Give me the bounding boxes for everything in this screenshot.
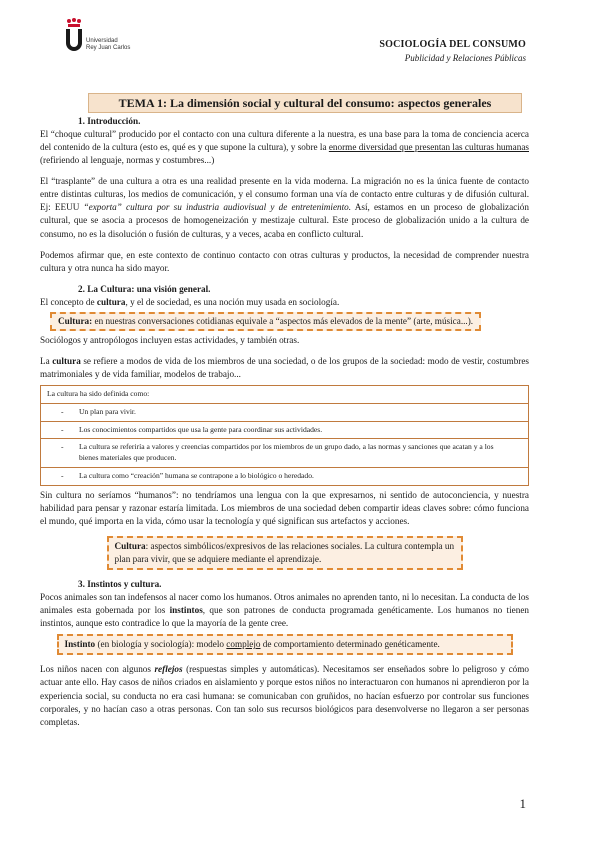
section-heading-introduccion: 1. Introducción. [78, 116, 141, 126]
table-item: La cultura como “creación” humana se contrapone a lo biológico o heredado. [79, 470, 314, 480]
paragraph: Sociólogos y antropólogos incluyen estas actividades, y también otras. [40, 334, 300, 345]
logo-text: Universidad Rey Juan Carlos [86, 38, 131, 51]
crown-icon [66, 18, 82, 28]
table-row: - La cultura se referiría a valores y creencias compartidos por los miembros de un grupo dado, a las normas y sanciones que acatan y a los bienes materiales que producen. [41, 439, 529, 468]
table-item: Los conocimientos compartidos que usa la gente para coordinar sus actividades. [79, 424, 323, 434]
section-heading-cultura: 2. La Cultura: una visión general. [78, 283, 211, 294]
underlined-text: enorme diversidad que presentan las culturas humanas [328, 142, 529, 153]
paragraph: Pocos animales son tan indefensos al nacer como los humanos. Otros animales no aprenden tanto, ni lo necesitan. La conducta de los animales esta gobernada por los instintos, que son patrones de conducta programada genéticamente. Los humanos no tienen instintos, aunque esto contradice lo que la mayoría de la gente cree. [40, 592, 529, 629]
table-row: - Los conocimientos compartidos que usa la gente para coordinar sus actividades. [41, 421, 529, 439]
paragraph: La cultura se refiere a modos de vida de los miembros de una sociedad, o de los grupos de la sociedad: modo de vestir, costumbres matrimoniales y de vida familiar, modelos de trabajo... [40, 355, 530, 379]
table-row: - Un plan para vivir. [41, 403, 529, 421]
paragraph: Podemos afirmar que, en este contexto de continuo contacto con otras culturas y productos, la necesidad de comprender nuestra cultura y otra nunca ha sido mayor. [40, 249, 529, 273]
definitions-table [40, 385, 529, 486]
section-heading-instintos: 3. Instintos y cultura. [78, 579, 162, 590]
definition-box-cultura: Cultura: en nuestras conversaciones cotidianas equivale a “aspectos más elevados de la mente” (arte, música...). [50, 312, 481, 331]
paragraph: El “choque cultural” producido por el contacto con una cultura diferente a la nuestra, es una base para la toma de conciencia acerca del contenido de la cultura (esto es, qué es y que supone la cultura), y sobre la enorme diversidad que presentan las culturas humanas (refiriendo al lenguaje, normas y costumbres...) [40, 129, 529, 166]
definition-box-instinto: Instinto (en biología y sociología): modelo complejo de comportamiento determinado genéticamente. [57, 634, 513, 655]
paragraph: El “trasplante” de una cultura a otra es una realidad presente en la vida moderna. La migración no es la única fuente de contacto entre distintas culturas, los medios de comunicación, y el consumo forman una vía de contacto entre culturas y de difusión cultural. Ej: EEUU “exporta” cultura por su industria audiovisual y de entretenimiento. Así, estamos en un proceso de globalización cultural, que se asocia a procesos de homogeneización y mestizaje cultural. Este proceso de globalización unido a la cultura de consumo, no es la disolución o fusión de culturas, y a veces, acaba en conflicto cultural. [40, 176, 529, 239]
document-body [40, 115, 529, 729]
definition-box-cultura-2: Cultura: aspectos simbólicos/expresivos de las relaciones sociales. La cultura contempla un plan para vivir, que se adquiere mediante el aprendizaje. [107, 536, 463, 570]
table-row: - La cultura como “creación” humana se contrapone a lo biológico o heredado. [41, 467, 529, 485]
paragraph: Los niños nacen con algunos reflejos (respuestas simples y automáticas). Necesitamos ser enseñados sobre lo peligroso y cómo actuar ante ello. Hay casos de niños criados en aislamiento y porque estos niños no interactuaron con humanos ni aprendieron por la experiencia social, su conducta no era casi humana: se comunicaban con gruñidos, no hacían esfuerzo por controlar sus funciones corporales, y no hacían caso a otras personas. Con tan solo sus recursos biológicos para desenvolverse no llegaron a ser personas completas. [40, 664, 529, 727]
italic-text: “exporta” cultura por su industria audiovisual y de entretenimiento. [83, 202, 352, 213]
course-subtitle: Publicidad y Relaciones Públicas [404, 53, 526, 63]
page-number: 1 [519, 796, 526, 811]
table-row [41, 386, 529, 404]
logo-u-shape [66, 29, 82, 51]
university-logo [66, 18, 146, 62]
table-item: Un plan para vivir. [79, 406, 136, 416]
paragraph: Sin cultura no seríamos “humanos”: no tendríamos una lengua con la que expresarnos, ni sentido de autoconciencia, y nuestra habilidad para pensar y razonar estaría limitada. Los miembros de una sociedad deben compartir ideas claves sobre: cómo funciona el mundo, qué importa en la vida, cómo usar la tecnología y qué significan sus artefactos y acciones. [40, 489, 529, 526]
course-title: SOCIOLOGÍA DEL CONSUMO [379, 39, 526, 50]
table-intro: La cultura ha sido definida como: [41, 386, 529, 404]
paragraph: El concepto de cultura, y el de sociedad, es una noción muy usada en sociología. [40, 296, 340, 307]
table-item: La cultura se referiría a valores y creencias compartidos por los miembros de un grupo dado, a las normas y sanciones que acatan y a los bienes materiales que producen. [79, 442, 494, 463]
topic-title: TEMA 1: La dimensión social y cultural del consumo: aspectos generales [88, 93, 522, 113]
